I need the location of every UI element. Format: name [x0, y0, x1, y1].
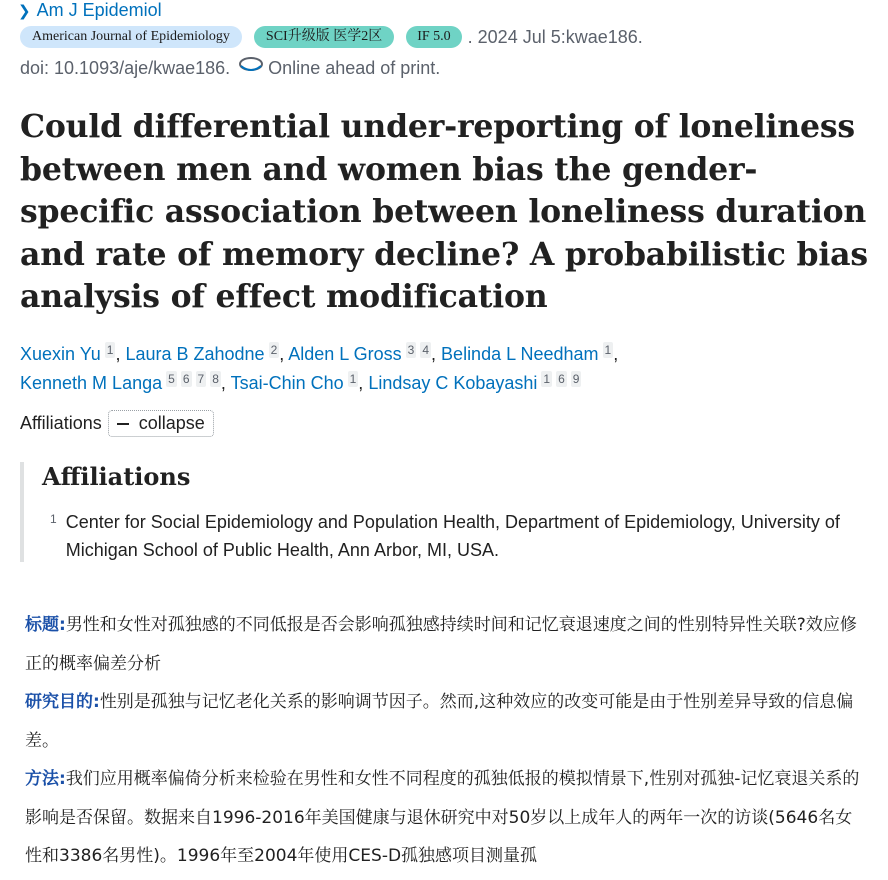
translation-title: [25, 606, 861, 683]
translation-panel: [25, 606, 861, 876]
author-aff-ref[interactable]: 1: [349, 372, 357, 386]
journal-link[interactable]: [18, 0, 162, 21]
translation-purpose-label: 研究目的:: [25, 692, 100, 712]
translation-methods-text: 我们应用概率偏倚分析来检验在男性和女性不同程度的孤独低报的模拟情景下,性别对孤独-记忆衰退关系的影响是否保留。数据来自1996-2016年美国健康与退休研究中对50岁以上成年人的两年一次的访谈(5646名女性和3386名男性)。1996年至2004年使用CES-D孤独感项目测量孤: [25, 769, 860, 866]
chevron-right-icon: ❯: [18, 2, 31, 20]
doi-text[interactable]: doi: 10.1093/aje/kwae186.: [20, 58, 231, 78]
author-aff-ref[interactable]: 4: [422, 343, 430, 357]
citation-row: [20, 26, 643, 48]
affiliation-item: [50, 508, 862, 564]
author-link[interactable]: Lindsay C Kobayashi: [368, 373, 538, 393]
affiliations-label: Affiliations: [20, 413, 102, 433]
affiliation-text: Center for Social Epidemiology and Population Health, Department of Epidemiology, University of Michigan School of Public Health, Ann Arbor, MI, USA.: [65, 512, 840, 560]
minus-icon: [117, 423, 129, 425]
author-aff-ref[interactable]: 1: [543, 372, 551, 386]
collapse-button-label: collapse: [138, 413, 205, 433]
author-aff-ref[interactable]: 1: [604, 343, 612, 357]
online-ahead-icon: [238, 56, 264, 74]
affiliations-panel: [20, 462, 872, 562]
author-aff-ref[interactable]: 6: [182, 372, 190, 386]
author-aff-ref[interactable]: 6: [558, 372, 565, 386]
author-link[interactable]: Xuexin Yu: [20, 344, 101, 364]
translation-purpose-text: 性别是孤独与记忆老化关系的影响调节因子。然而,这种效应的改变可能是由于性别差异导致的信息偏差。: [25, 692, 854, 751]
affiliations-heading: Affiliations: [42, 462, 191, 491]
journal-badge[interactable]: American Journal of Epidemiology: [20, 26, 242, 48]
online-status: Online ahead of print.: [268, 58, 441, 78]
author-aff-ref[interactable]: 2: [270, 343, 278, 357]
translation-purpose: [25, 683, 861, 760]
author-link[interactable]: Tsai-Chin Cho: [230, 373, 344, 393]
author-aff-ref[interactable]: 9: [572, 372, 580, 386]
author-link[interactable]: Belinda L Needham: [441, 344, 599, 364]
journal-short-name[interactable]: Am J Epidemiol: [36, 0, 162, 20]
affiliation-number: 1: [50, 512, 57, 526]
doi-row: [20, 58, 440, 79]
article-title: Could differential under-reporting of loneliness between men and women bias the gender-specific association between loneliness duration and rate of memory decline? A probabilistic bias analysis of effect modification: [20, 108, 868, 315]
translation-methods: [25, 760, 861, 876]
translation-title-text: 男性和女性对孤独感的不同低报是否会影响孤独感持续时间和记忆衰退速度之间的性别特异性关联?效应修正的概率偏差分析: [25, 615, 857, 674]
author-aff-ref[interactable]: 1: [106, 343, 114, 357]
impact-factor-badge[interactable]: IF 5.0: [406, 26, 461, 48]
author-aff-ref[interactable]: 5: [168, 372, 175, 386]
author-link[interactable]: Kenneth M Langa: [20, 373, 163, 393]
translation-methods-label: 方法:: [25, 769, 66, 789]
affiliations-toggle-row: [20, 410, 214, 437]
author-aff-ref[interactable]: 3: [407, 343, 415, 357]
collapse-button[interactable]: [108, 410, 214, 437]
translation-title-label: 标题:: [25, 615, 66, 635]
author-link[interactable]: Alden L Gross: [288, 344, 402, 364]
author-aff-ref[interactable]: 7: [197, 372, 205, 386]
publication-date: . 2024 Jul 5:kwae186.: [467, 26, 643, 47]
author-aff-ref[interactable]: 8: [212, 372, 219, 386]
sci-rank-badge[interactable]: SCI升级版 医学2区: [254, 26, 394, 48]
author-link[interactable]: Laura B Zahodne: [125, 344, 265, 364]
author-list: Xuexin Yu $^1$ , Laura B Zahodne $^2$ , Alden L Gross $^3$ $^4$ , Belinda L Needham $^1$ , Kenneth M Langa $^5$ $^6$ $^7$ $^8$ , Tsai-Chin Cho $^1$ , Lindsay C Kobayashi $^1$ $^6$ $^9$: [20, 343, 619, 393]
